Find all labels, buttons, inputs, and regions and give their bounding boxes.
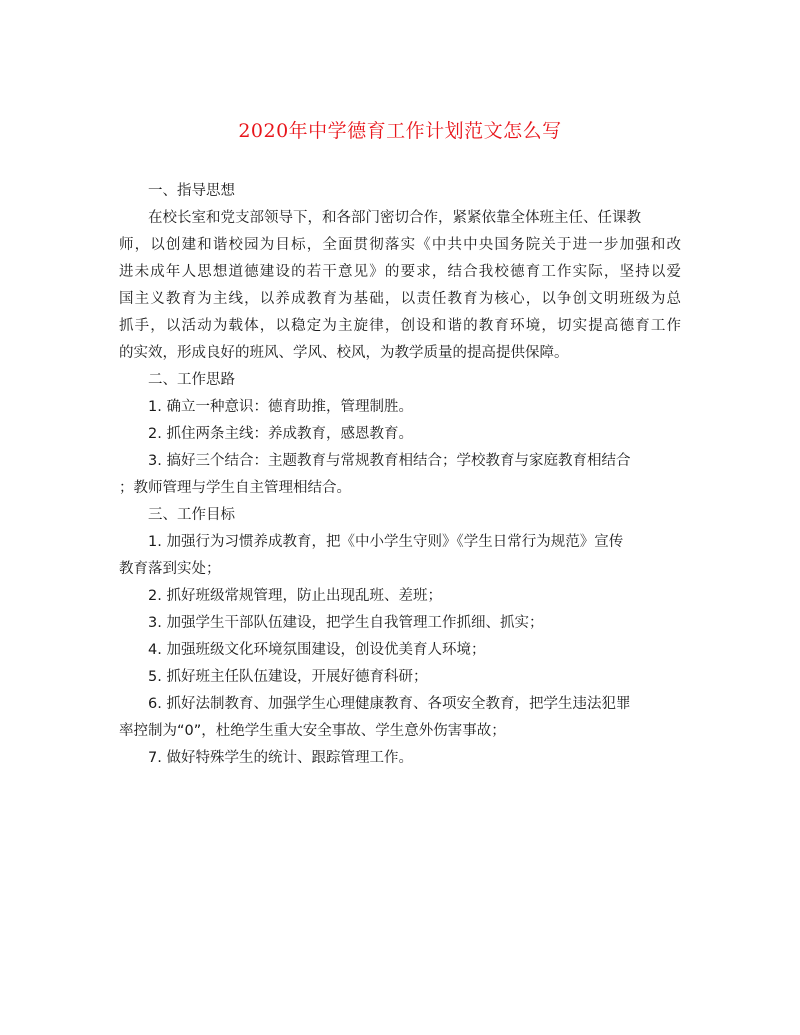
paragraph-line: 1. 加强行为习惯养成教育，把《中小学生守则》《学生日常行为规范》宣传 (148, 534, 624, 550)
paragraph-line: 国主义教育为主线，以养成教育为基础，以责任教育为核心，以争创文明班级为总 (119, 291, 681, 307)
paragraph-line: 师，以创建和谐校园为目标，全面贯彻落实《中共中央国务院关于进一步加强和改 (119, 237, 681, 253)
paragraph-line: 在校长室和党支部领导下，和各部门密切合作，紧紧依靠全体班主任、任课教 (148, 210, 641, 226)
paragraph-line: 6. 抓好法制教育、加强学生心理健康教育、各项安全教育，把学生违法犯罪 (148, 696, 631, 712)
paragraph-line: 的实效，形成良好的班风、学风、校风，为教学质量的提高提供保障。 (119, 345, 569, 361)
paragraph-line: 率控制为“0”，杜绝学生重大安全事故、学生意外伤害事故； (119, 723, 506, 739)
paragraph-line: 抓手，以活动为载体，以稳定为主旋律，创设和谐的教育环境，切实提高德育工作 (119, 318, 681, 334)
paragraph-line: ；教师管理与学生自主管理相结合。 (119, 480, 351, 496)
paragraph-line: 1. 确立一种意识：德育助推，管理制胜。 (148, 399, 413, 415)
paragraph-line: 教育落到实处； (119, 561, 221, 577)
paragraph-line: 4. 加强班级文化环境氛围建设，创设优美育人环境； (148, 642, 486, 658)
document-title: 2020年中学德育工作计划范文怎么写 (238, 120, 562, 142)
paragraph-line: 7. 做好特殊学生的统计、跟踪管理工作。 (148, 750, 413, 766)
paragraph-line: 二、工作思路 (148, 372, 235, 388)
paragraph-line: 5. 抓好班主任队伍建设，开展好德育科研； (148, 669, 428, 685)
paragraph-line: 3. 搞好三个结合：主题教育与常规教育相结合；学校教育与家庭教育相结合 (148, 453, 631, 469)
paragraph-line: 进未成年人思想道德建设的若干意见》的要求，结合我校德育工作实际，坚持以爱 (119, 264, 681, 280)
document-body (119, 178, 689, 772)
paragraph-line: 3. 加强学生干部队伍建设，把学生自我管理工作抓细、抓实； (148, 615, 544, 631)
paragraph-line: 2. 抓好班级常规管理，防止出现乱班、差班； (148, 588, 442, 604)
paragraph-line: 2. 抓住两条主线：养成教育，感恩教育。 (148, 426, 413, 442)
paragraph-line: 一、指导思想 (148, 183, 235, 199)
paragraph-line: 三、工作目标 (148, 507, 235, 523)
